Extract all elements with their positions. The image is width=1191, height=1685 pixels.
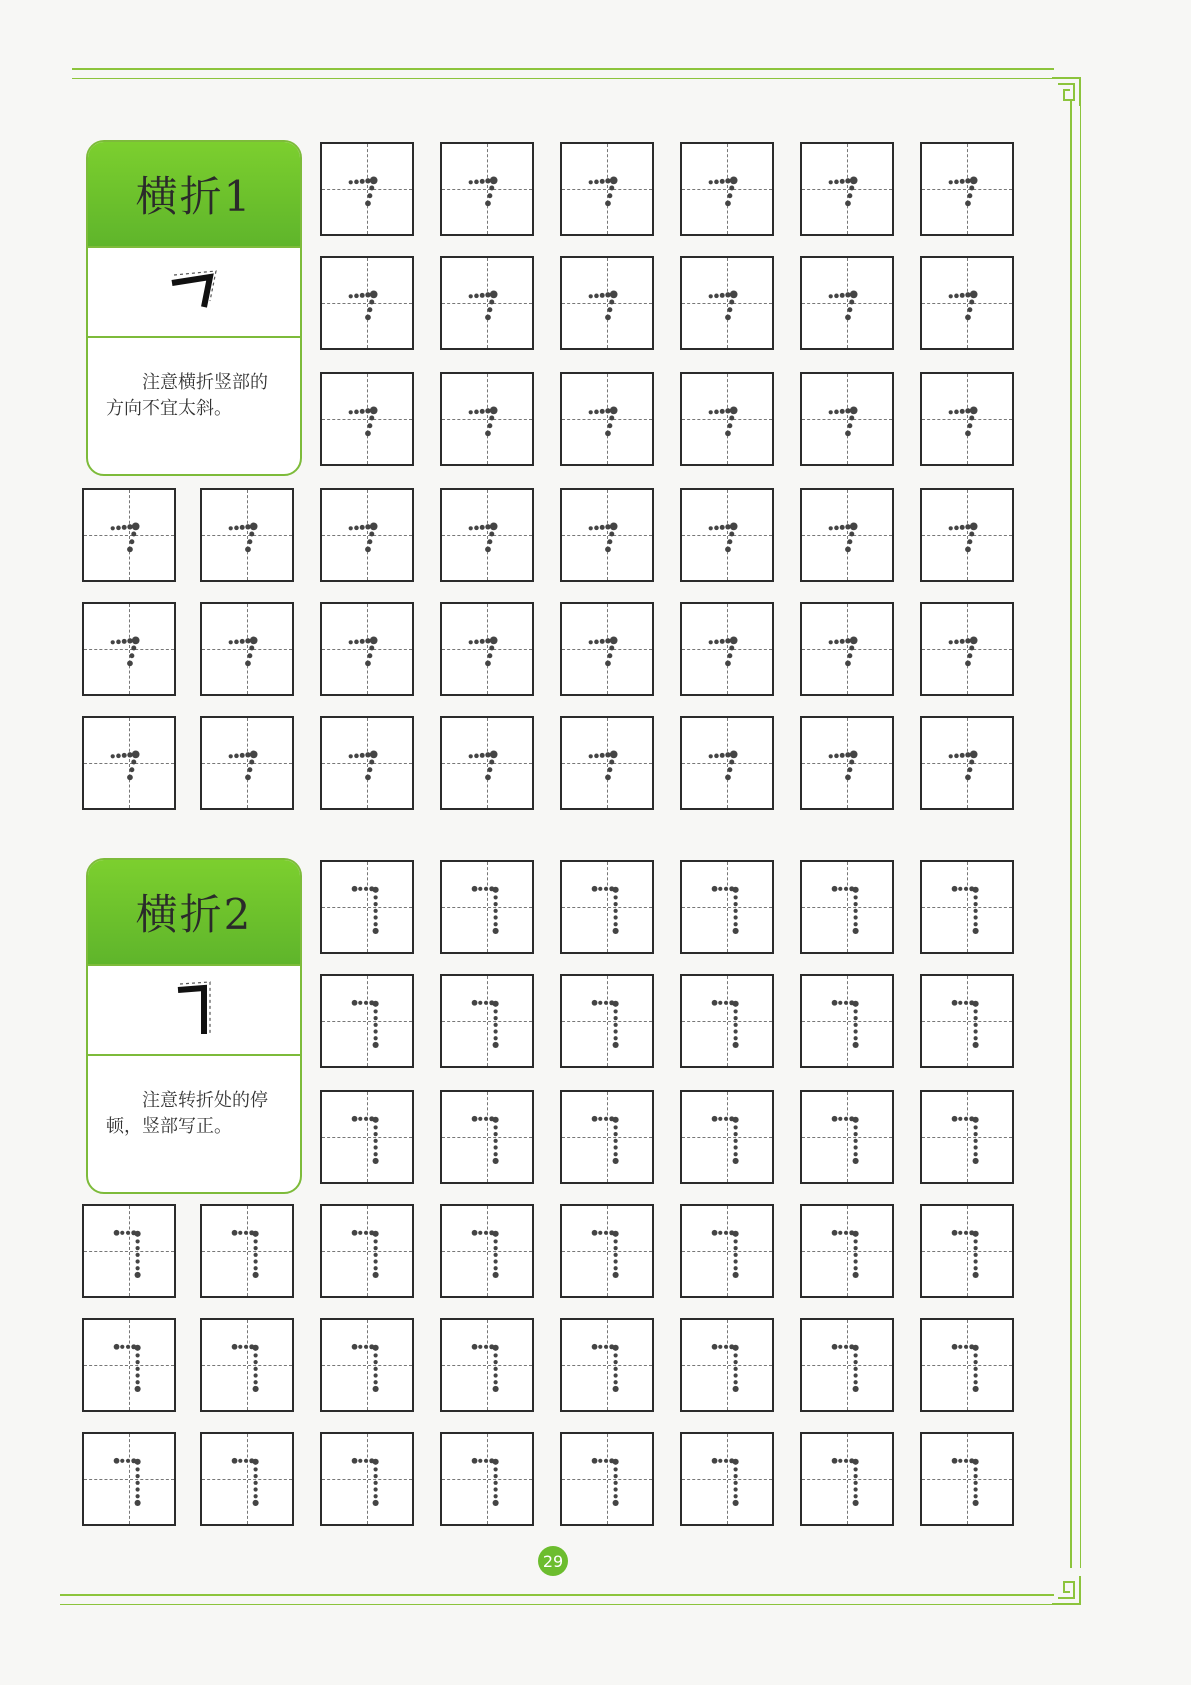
heng-zhe-long-trace-icon [562, 1320, 652, 1410]
heng-zhe-long-trace-icon [84, 1434, 174, 1524]
heng-zhe-short-trace-icon [802, 374, 892, 464]
heng-zhe-long-trace-icon [922, 1320, 1012, 1410]
practice-cell [680, 974, 774, 1068]
practice-cell [82, 716, 176, 810]
practice-cell [680, 716, 774, 810]
heng-zhe-short-trace-icon [84, 490, 174, 580]
practice-cell [200, 716, 294, 810]
practice-cell [920, 256, 1014, 350]
heng-zhe-long-trace-icon [442, 1434, 532, 1524]
practice-cell [800, 1090, 894, 1184]
heng-zhe-long-trace-icon [322, 1320, 412, 1410]
practice-cell [440, 860, 534, 954]
heng-zhe-short-trace-icon [562, 718, 652, 808]
heng-zhe-long-trace-icon [802, 1320, 892, 1410]
heng-zhe-short-trace-icon [442, 374, 532, 464]
heng-zhe-long-trace-icon [84, 1206, 174, 1296]
heng-zhe-short-trace-icon [84, 604, 174, 694]
stroke-note: 注意转折处的停顿，竖部写正。 [106, 1090, 268, 1137]
practice-cell [320, 372, 414, 466]
heng-zhe-short-trace-icon [922, 144, 1012, 234]
heng-zhe-long-trace-icon [682, 1092, 772, 1182]
heng-zhe-long-trace-icon [442, 862, 532, 952]
practice-cell [560, 1204, 654, 1298]
practice-cell [680, 372, 774, 466]
practice-cell [680, 1432, 774, 1526]
practice-cell [440, 488, 534, 582]
practice-cell [920, 1318, 1014, 1412]
heng-zhe-long-icon [88, 966, 300, 1056]
heng-zhe-short-trace-icon [682, 490, 772, 580]
practice-cell [440, 1204, 534, 1298]
heng-zhe-long-trace-icon [922, 1434, 1012, 1524]
heng-zhe-long-trace-icon [84, 1320, 174, 1410]
practice-cell [800, 372, 894, 466]
practice-cell [560, 1090, 654, 1184]
heng-zhe-long-trace-icon [802, 976, 892, 1066]
practice-cell [680, 256, 774, 350]
heng-zhe-short-trace-icon [922, 490, 1012, 580]
practice-cell [680, 488, 774, 582]
practice-cell [320, 716, 414, 810]
practice-cell [920, 142, 1014, 236]
frame-corner-ornament-icon [1050, 1572, 1086, 1608]
heng-zhe-short-trace-icon [202, 718, 292, 808]
practice-cell [800, 602, 894, 696]
heng-zhe-short-trace-icon [922, 718, 1012, 808]
practice-cell [200, 488, 294, 582]
heng-zhe-short-trace-icon [322, 374, 412, 464]
practice-cell [920, 1432, 1014, 1526]
practice-cell [82, 1204, 176, 1298]
heng-zhe-long-trace-icon [562, 1206, 652, 1296]
practice-cell [320, 1318, 414, 1412]
practice-cell [800, 488, 894, 582]
practice-cell [440, 256, 534, 350]
heng-zhe-short-trace-icon [562, 604, 652, 694]
practice-cell [920, 602, 1014, 696]
heng-zhe-long-trace-icon [682, 862, 772, 952]
heng-zhe-long-trace-icon [802, 1206, 892, 1296]
heng-zhe-long-trace-icon [562, 1434, 652, 1524]
practice-cell [680, 860, 774, 954]
heng-zhe-short-trace-icon [802, 144, 892, 234]
heng-zhe-long-trace-icon [922, 862, 1012, 952]
practice-cell [920, 716, 1014, 810]
heng-zhe-long-trace-icon [922, 976, 1012, 1066]
stroke-info-panel-2 [86, 858, 302, 1194]
heng-zhe-short-trace-icon [562, 258, 652, 348]
heng-zhe-short-trace-icon [922, 604, 1012, 694]
heng-zhe-long-trace-icon [322, 1092, 412, 1182]
practice-cell [560, 974, 654, 1068]
heng-zhe-long-trace-icon [802, 862, 892, 952]
heng-zhe-short-trace-icon [802, 490, 892, 580]
stroke-title: 横折1 [88, 142, 300, 248]
practice-cell [800, 1318, 894, 1412]
practice-cell [200, 1432, 294, 1526]
heng-zhe-long-trace-icon [322, 1206, 412, 1296]
heng-zhe-short-trace-icon [442, 144, 532, 234]
heng-zhe-short-icon [88, 248, 300, 338]
practice-cell [800, 1204, 894, 1298]
practice-cell [200, 1204, 294, 1298]
heng-zhe-long-trace-icon [202, 1320, 292, 1410]
heng-zhe-short-trace-icon [682, 144, 772, 234]
heng-zhe-short-trace-icon [442, 490, 532, 580]
practice-cell [440, 1090, 534, 1184]
heng-zhe-short-trace-icon [802, 604, 892, 694]
practice-cell [440, 974, 534, 1068]
practice-cell [440, 372, 534, 466]
heng-zhe-long-trace-icon [682, 1320, 772, 1410]
practice-cell [920, 1090, 1014, 1184]
heng-zhe-short-trace-icon [922, 258, 1012, 348]
practice-cell [440, 1318, 534, 1412]
frame-right-border [1070, 100, 1081, 1568]
frame-corner-ornament-icon [1050, 74, 1086, 110]
heng-zhe-short-trace-icon [922, 374, 1012, 464]
heng-zhe-short-trace-icon [562, 374, 652, 464]
heng-zhe-long-trace-icon [682, 1434, 772, 1524]
practice-cell [800, 974, 894, 1068]
heng-zhe-long-trace-icon [802, 1092, 892, 1182]
heng-zhe-short-trace-icon [442, 258, 532, 348]
heng-zhe-long-trace-icon [922, 1206, 1012, 1296]
practice-cell [680, 1204, 774, 1298]
heng-zhe-long-trace-icon [322, 862, 412, 952]
practice-cell [680, 1090, 774, 1184]
practice-cell [800, 142, 894, 236]
practice-cell [800, 716, 894, 810]
heng-zhe-long-trace-icon [562, 976, 652, 1066]
heng-zhe-short-trace-icon [322, 490, 412, 580]
practice-cell [800, 860, 894, 954]
practice-cell [320, 142, 414, 236]
practice-cell [320, 256, 414, 350]
heng-zhe-short-trace-icon [322, 258, 412, 348]
practice-cell [320, 1204, 414, 1298]
heng-zhe-long-trace-icon [682, 976, 772, 1066]
heng-zhe-short-trace-icon [442, 604, 532, 694]
heng-zhe-long-trace-icon [202, 1434, 292, 1524]
heng-zhe-long-trace-icon [442, 1320, 532, 1410]
practice-cell [440, 142, 534, 236]
heng-zhe-short-trace-icon [802, 718, 892, 808]
stroke-title: 横折2 [88, 860, 300, 966]
heng-zhe-short-trace-icon [442, 718, 532, 808]
practice-cell [560, 1432, 654, 1526]
heng-zhe-long-trace-icon [562, 862, 652, 952]
heng-zhe-short-trace-icon [802, 258, 892, 348]
heng-zhe-long-trace-icon [442, 976, 532, 1066]
practice-cell [920, 974, 1014, 1068]
practice-cell [680, 1318, 774, 1412]
practice-cell [560, 716, 654, 810]
frame-bottom-border [60, 1594, 1054, 1605]
practice-cell [320, 488, 414, 582]
practice-cell [82, 602, 176, 696]
heng-zhe-short-trace-icon [562, 144, 652, 234]
heng-zhe-long-trace-icon [922, 1092, 1012, 1182]
heng-zhe-long-trace-icon [322, 976, 412, 1066]
practice-cell [440, 1432, 534, 1526]
heng-zhe-short-trace-icon [562, 490, 652, 580]
practice-cell [200, 1318, 294, 1412]
practice-cell [320, 1432, 414, 1526]
practice-cell [920, 372, 1014, 466]
practice-cell [82, 1432, 176, 1526]
stroke-info-panel-1 [86, 140, 302, 476]
stroke-note: 注意横折竖部的方向不宜太斜。 [106, 372, 268, 419]
practice-cell [82, 1318, 176, 1412]
practice-cell [920, 860, 1014, 954]
practice-cell [320, 1090, 414, 1184]
heng-zhe-short-trace-icon [322, 718, 412, 808]
heng-zhe-long-trace-icon [202, 1206, 292, 1296]
practice-cell [920, 488, 1014, 582]
practice-cell [440, 716, 534, 810]
practice-cell [920, 1204, 1014, 1298]
heng-zhe-short-trace-icon [682, 718, 772, 808]
practice-cell [560, 142, 654, 236]
practice-cell [320, 860, 414, 954]
heng-zhe-short-trace-icon [682, 258, 772, 348]
practice-cell [560, 860, 654, 954]
heng-zhe-long-trace-icon [442, 1092, 532, 1182]
practice-cell [320, 602, 414, 696]
practice-cell [320, 974, 414, 1068]
practice-cell [680, 602, 774, 696]
frame-top-border [72, 68, 1054, 79]
heng-zhe-long-trace-icon [322, 1434, 412, 1524]
practice-cell [82, 488, 176, 582]
heng-zhe-short-trace-icon [322, 604, 412, 694]
heng-zhe-short-trace-icon [682, 374, 772, 464]
practice-cell [680, 142, 774, 236]
practice-cell [800, 1432, 894, 1526]
heng-zhe-long-trace-icon [802, 1434, 892, 1524]
heng-zhe-long-trace-icon [562, 1092, 652, 1182]
practice-cell [560, 372, 654, 466]
practice-cell [440, 602, 534, 696]
heng-zhe-long-trace-icon [682, 1206, 772, 1296]
practice-cell [560, 602, 654, 696]
practice-cell [560, 256, 654, 350]
heng-zhe-short-trace-icon [322, 144, 412, 234]
practice-cell [200, 602, 294, 696]
heng-zhe-long-trace-icon [442, 1206, 532, 1296]
page-number: 29 [538, 1546, 568, 1576]
heng-zhe-short-trace-icon [84, 718, 174, 808]
practice-cell [560, 1318, 654, 1412]
practice-cell [560, 488, 654, 582]
heng-zhe-short-trace-icon [202, 490, 292, 580]
heng-zhe-short-trace-icon [682, 604, 772, 694]
practice-cell [800, 256, 894, 350]
heng-zhe-short-trace-icon [202, 604, 292, 694]
